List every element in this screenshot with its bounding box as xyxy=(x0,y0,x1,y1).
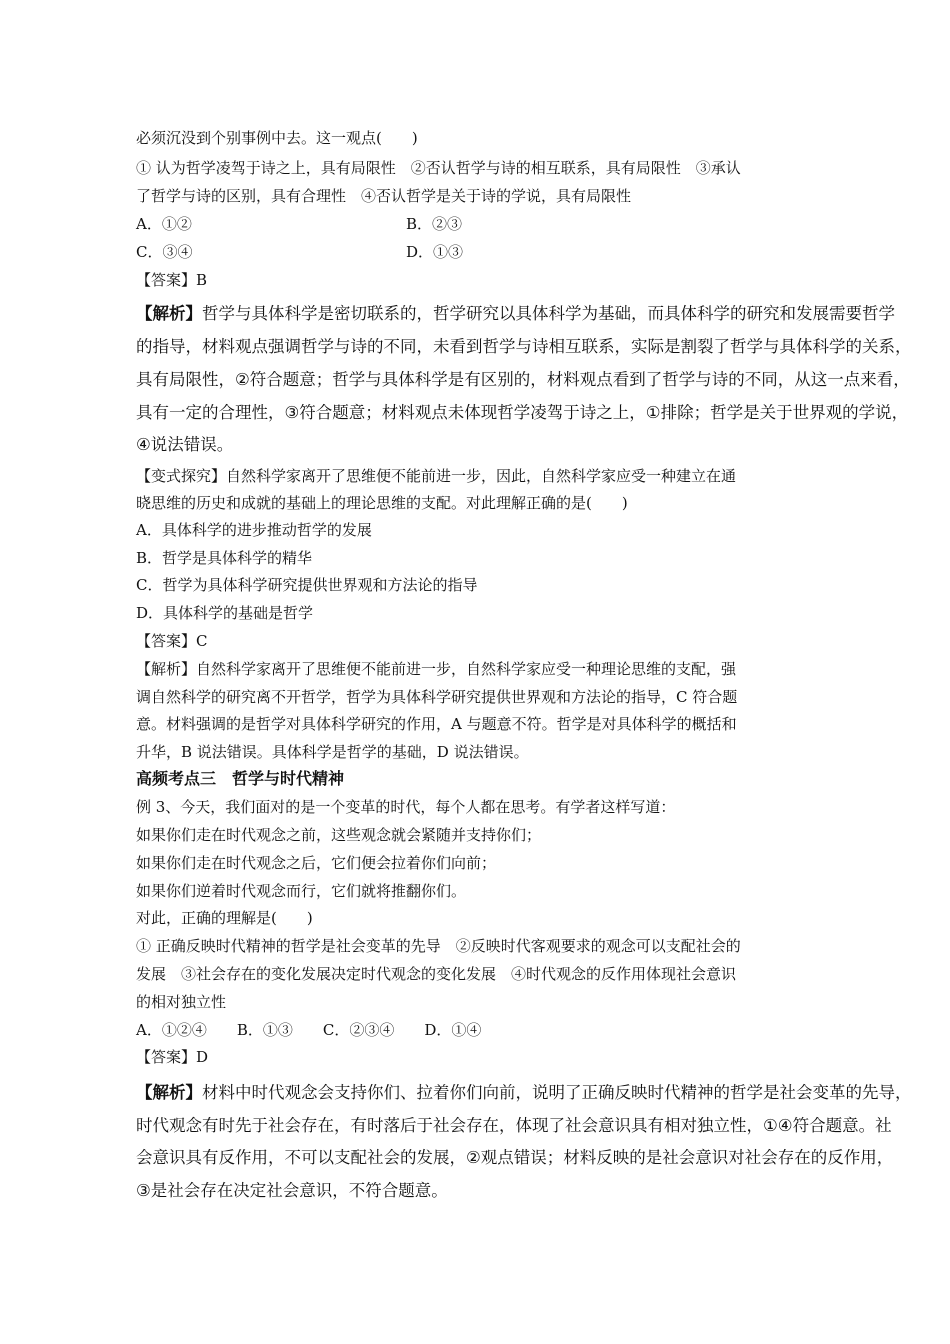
q2-stem-line-2: 晓思维的历史和成就的基础上的理论思维的支配。对此理解正确的是( ) xyxy=(136,494,628,512)
q1-option-a: A．①② xyxy=(136,215,192,233)
q3-stem-line-5: 对此，正确的理解是( ) xyxy=(136,909,313,927)
q1-analysis-text-1: 哲学与具体科学是密切联系的，哲学研究以具体科学为基础，而具体科学的研究和发展需要哲学 xyxy=(202,304,895,323)
q1-stem-tail: 必须沉没到个别事例中去。这一观点( ) xyxy=(136,129,418,147)
q3-analysis-line-3: 会意识具有反作用，不可以支配社会的发展，②观点错误；材料反映的是社会意识对社会存在的反作用， xyxy=(136,1148,894,1167)
q1-choices-line-1: ① 认为哲学凌驾于诗之上，具有局限性 ②否认哲学与诗的相互联系，具有局限性 ③承认 xyxy=(136,159,741,177)
q1-analysis-line-5: ④说法错误。 xyxy=(136,435,234,454)
q2-option-c: C．哲学为具体科学研究提供世界观和方法论的指导 xyxy=(136,576,478,594)
q1-option-b: B．②③ xyxy=(406,215,463,233)
q3-options: A．①②④ B．①③ C．②③④ D．①④ xyxy=(136,1021,482,1039)
q1-analysis-line-3: 具有局限性，②符合题意；哲学与具体科学是有区别的，材料观点看到了哲学与诗的不同，从这一点来看， xyxy=(136,370,910,389)
section-title: 高频考点三 哲学与时代精神 xyxy=(136,769,345,788)
q1-answer: 【答案】B xyxy=(136,271,208,289)
q3-choices-line-2: 发展 ③社会存在的变化发展决定时代观念的变化发展 ④时代观念的反作用体现社会意识 xyxy=(136,965,737,983)
q3-answer: 【答案】D xyxy=(136,1048,209,1066)
q1-analysis-tag: 【解析】 xyxy=(136,304,202,323)
q2-answer: 【答案】C xyxy=(136,632,208,650)
q2-analysis-line-3: 意。材料强调的是哲学对具体科学研究的作用，A 与题意不符。哲学是对具体科学的概括和 xyxy=(136,715,737,733)
q2-analysis-line-1: 【解析】自然科学家离开了思维便不能前进一步，自然科学家应受一种理论思维的支配，强 xyxy=(136,660,737,678)
q2-analysis-line-2: 调自然科学的研究离不开哲学，哲学为具体科学研究提供世界观和方法论的指导，C 符合题 xyxy=(136,688,738,706)
q3-analysis-text-1: 材料中时代观念会支持你们、拉着你们向前，说明了正确反映时代精神的哲学是社会变革的先导， xyxy=(202,1083,912,1102)
q1-option-c: C．③④ xyxy=(136,243,193,261)
q1-analysis-line-2: 的指导，材料观点强调哲学与诗的不同，未看到哲学与诗相互联系，实际是割裂了哲学与具体科学的关系， xyxy=(136,337,912,356)
q3-analysis-line-4: ③是社会存在决定社会意识，不符合题意。 xyxy=(136,1181,448,1200)
q2-stem-line-1: 【变式探究】自然科学家离开了思维便不能前进一步，因此，自然科学家应受一种建立在通 xyxy=(136,467,737,485)
q2-option-a: A．具体科学的进步推动哲学的发展 xyxy=(136,521,372,539)
q1-choices-line-2: 了哲学与诗的区别，具有合理性 ④否认哲学是关于诗的学说，具有局限性 xyxy=(136,187,632,205)
q3-stem-line-4: 如果你们逆着时代观念而行，它们就将推翻你们。 xyxy=(136,882,467,900)
q1-analysis-line-1 xyxy=(136,303,895,325)
q3-stem-line-3: 如果你们走在时代观念之后，它们便会拉着你们向前； xyxy=(136,854,497,872)
q3-analysis-line-2: 时代观念有时先于社会存在，有时落后于社会存在，体现了社会意识具有相对独立性，①④符合题意。社 xyxy=(136,1116,892,1135)
q3-analysis-line-1 xyxy=(136,1082,912,1104)
q3-stem-line-1: 例 3、今天，我们面对的是一个变革的时代，每个人都在思考。有学者这样写道： xyxy=(136,798,676,816)
q1-option-d: D．①③ xyxy=(406,243,464,261)
q3-choices-line-1: ① 正确反映时代精神的哲学是社会变革的先导 ②反映时代客观要求的观念可以支配社会的 xyxy=(136,937,741,955)
q2-option-d: D．具体科学的基础是哲学 xyxy=(136,604,314,622)
q3-analysis-tag: 【解析】 xyxy=(136,1083,202,1102)
q2-analysis-line-4: 升华，B 说法错误。具体科学是哲学的基础，D 说法错误。 xyxy=(136,743,529,761)
q1-analysis-line-4: 具有一定的合理性，③符合题意；材料观点未体现哲学凌驾于诗之上，①排除；哲学是关于世界观的学说， xyxy=(136,403,909,422)
q3-choices-line-3: 的相对独立性 xyxy=(136,993,227,1011)
q3-stem-line-2: 如果你们走在时代观念之前，这些观念就会紧随并支持你们； xyxy=(136,826,542,844)
q2-option-b: B．哲学是具体科学的精华 xyxy=(136,549,313,567)
